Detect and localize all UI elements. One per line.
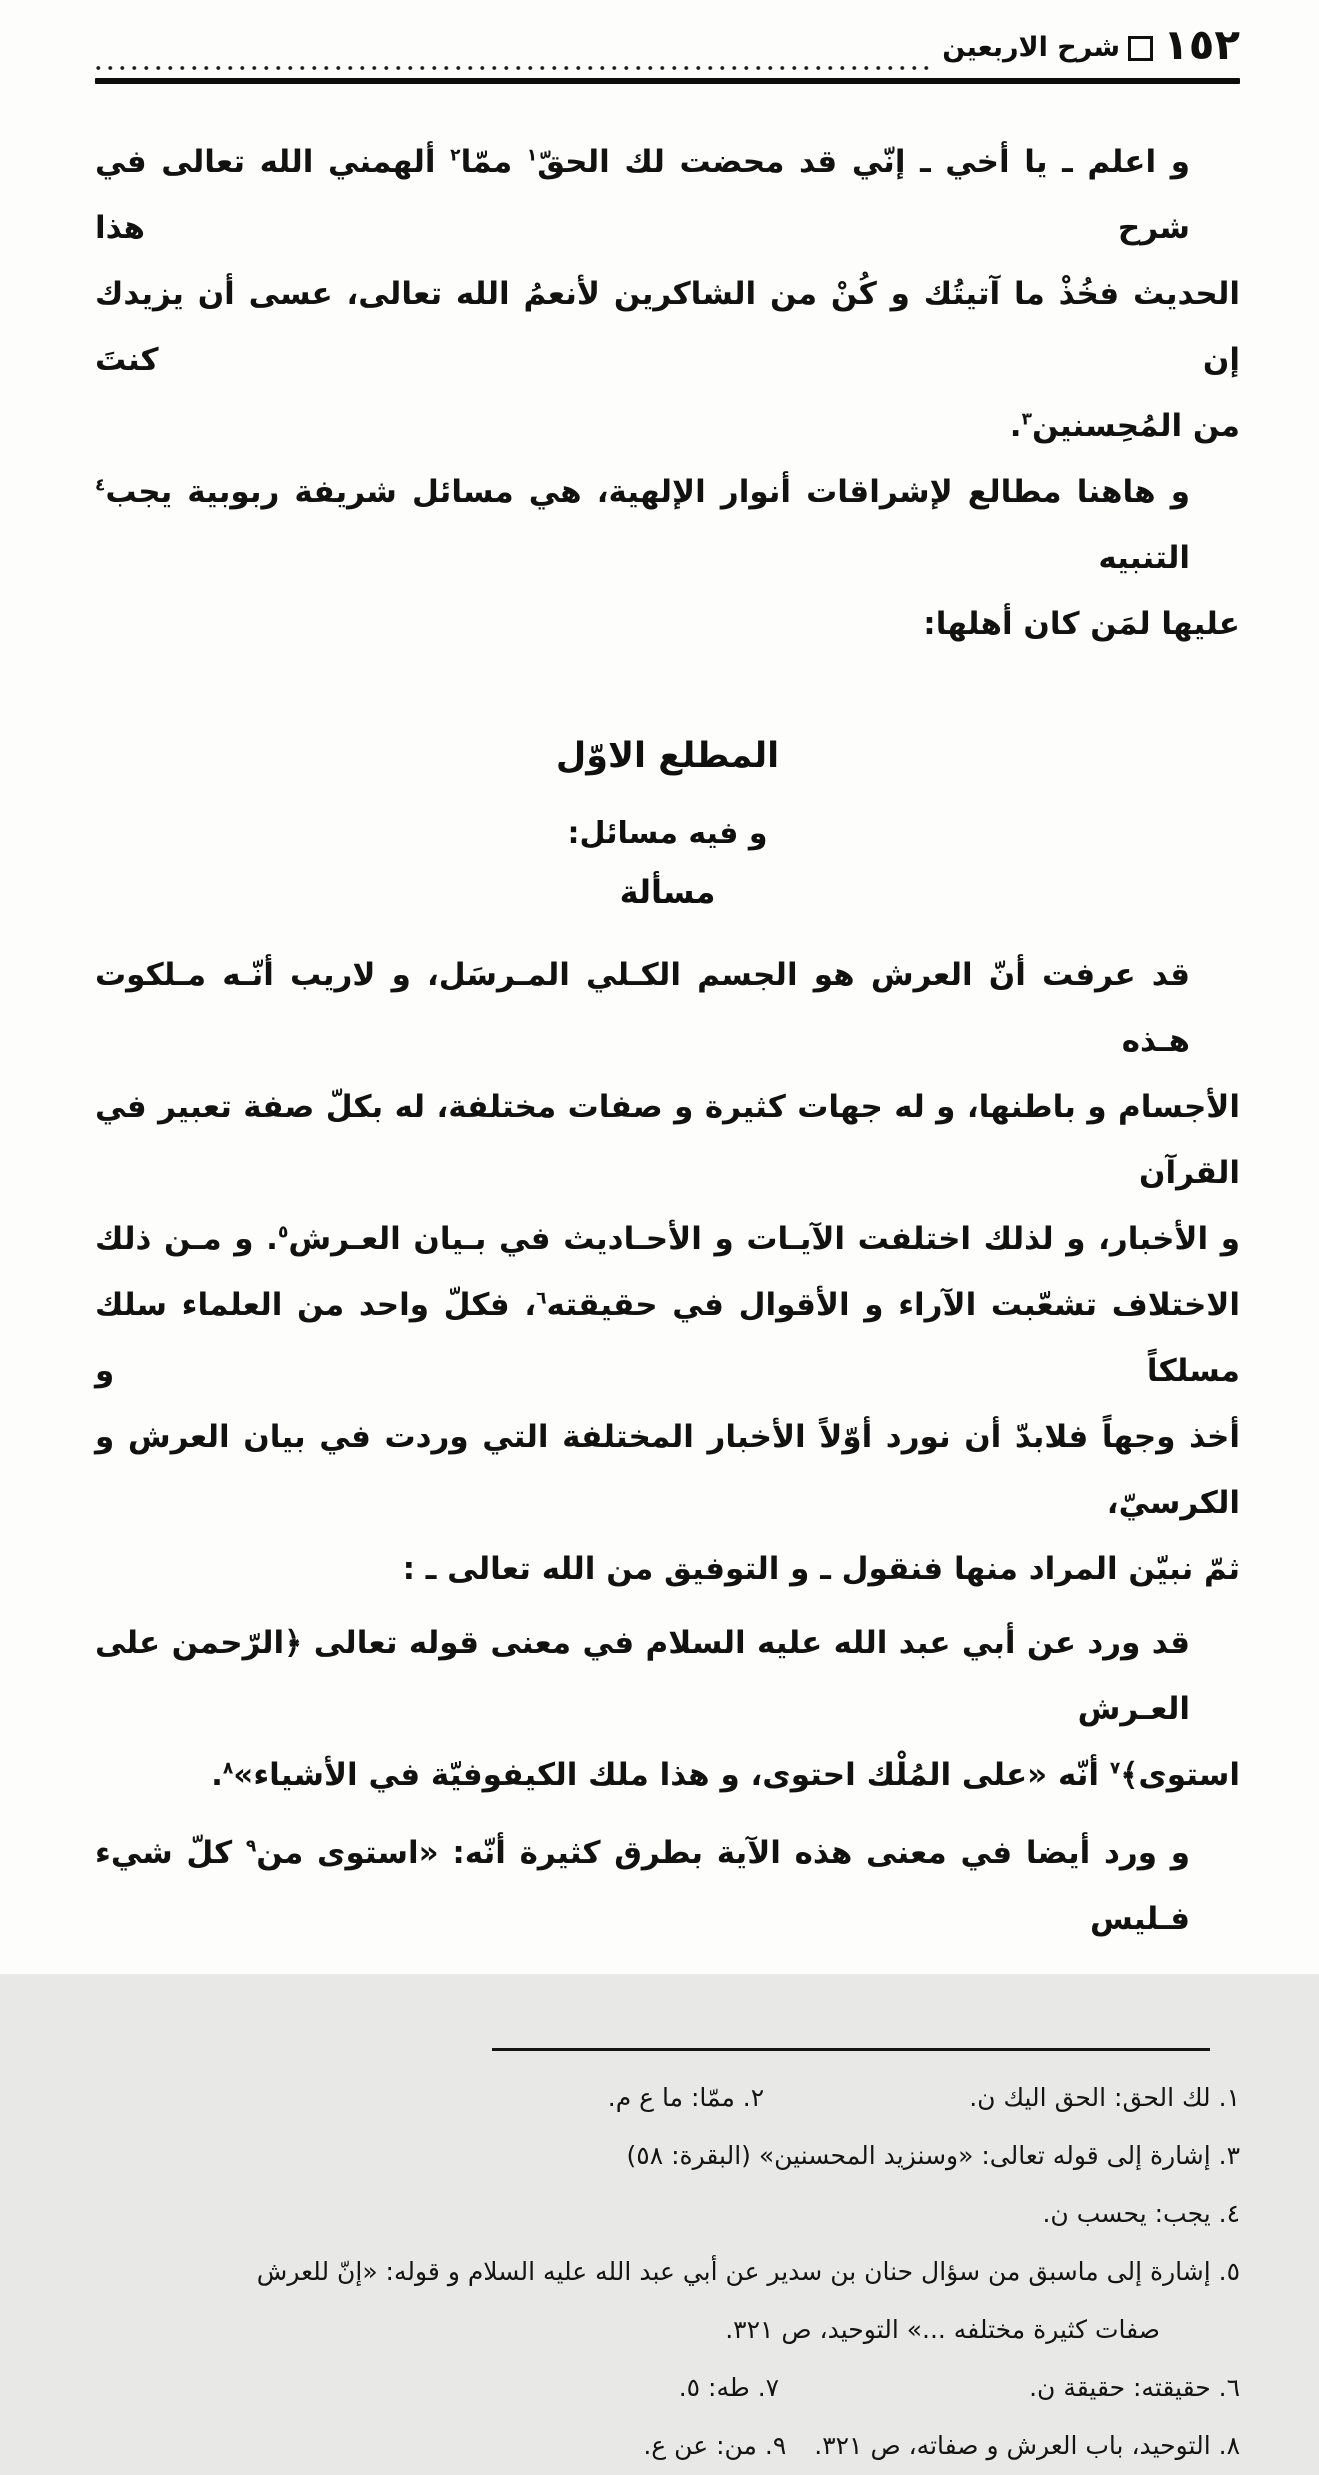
section-heading: المطلع الاوّل — [555, 736, 780, 776]
text-line: الاختلاف تشعّبت الآراء و الأقوال في حقيقته$^٦$، فكلّ واحد من العلماء سلك مسلكاً و — [95, 1287, 1240, 1389]
text-line: ثمّ نبيّن المراد منها فنقول ـ و التوفيق من الله تعالى ـ : — [402, 1551, 1240, 1587]
footnote-separator — [492, 2048, 1210, 2051]
footnote-marker: ٣ — [1021, 409, 1032, 430]
footnote-5-continued: صفات كثيرة مختلفه ...» التوحيد، ص ٣٢١. — [725, 2315, 1160, 2344]
page-number: ١٥٢ — [1163, 20, 1240, 69]
footnote-row — [95, 2185, 1240, 2243]
text-line: و ورد أيضا في معنى هذه الآية بطرق كثيرة أنّه: «استوى من$^٩$ كلّ شيء فـليس — [95, 1835, 1190, 1937]
text-line: الأجسام و باطنها، و له جهات كثيرة و صفات مختلفة، له بكلّ صفة تعبير في القرآن — [95, 1089, 1240, 1191]
footnote-row — [95, 2069, 1240, 2127]
paragraph-5 — [95, 1820, 1240, 1952]
page-header — [95, 16, 1240, 74]
footnote-marker: ١ — [526, 145, 538, 166]
footnote-marker: ٧ — [1109, 1758, 1121, 1779]
footnote-marker: ٢ — [450, 145, 461, 166]
square-icon — [1128, 36, 1153, 61]
text-line: و الأخبار، و لذلك اختلفت الآيـات و الأحـاديث في بـيان العـرش$^٥$. و مـن ذلك — [95, 1221, 1240, 1257]
footnote-2: ٢. ممّا: ما ع م. — [607, 2083, 765, 2112]
running-title: شرح الاربعين — [942, 31, 1121, 63]
text-line: استوى﴾$^٧$ أنّه «على المُلْك احتوى، و هذا ملك الكيفوفيّة في الأشياء»$^٨$. — [211, 1757, 1240, 1793]
text-line: من المُحِسنين$^٣$. — [1009, 408, 1240, 444]
footnote-row — [95, 2127, 1240, 2185]
footnotes — [95, 2069, 1240, 2475]
footnote-row — [95, 2417, 1240, 2475]
footnote-1: ١. لك الحق: الحق اليك ن. — [969, 2083, 1240, 2112]
text-line: قد ورد عن أبي عبد الله عليه السلام في معنى قوله تعالى ﴿الرّحمن على العـرش — [95, 1625, 1190, 1727]
footnote-marker: ٤ — [95, 475, 106, 496]
footnote-marker: ٥ — [277, 1222, 289, 1243]
paragraph-3 — [95, 942, 1240, 1602]
footnote-5: ٥. إشارة إلى ماسبق من سؤال حنان بن سدير عن أبي عبد الله عليه السلام و قوله: «إنّ للعرش — [256, 2257, 1240, 2286]
footnote-row — [95, 2243, 1240, 2301]
dot-leader — [95, 38, 932, 72]
text-line: الحديث فخُذْ ما آتيتُك و كُنْ من الشاكرين لأنعمُ الله تعالى، عسى أن يزيدك إن كنتَ — [95, 276, 1240, 378]
text-line: و اعلم ـ يا أخي ـ إنّي قد محضت لك الحقّ$^١$ ممّا$^٢$ ألهمني الله تعالى في شرح هذا — [95, 144, 1190, 246]
footnote-8: ٨. التوحيد، باب العرش و صفاته، ص ٣٢١. — [814, 2431, 1240, 2460]
footnote-7: ٧. طه: ٥. — [678, 2373, 780, 2402]
subsection-heading: و فيه مسائل: — [567, 816, 768, 851]
footnote-6: ٦. حقيقته: حقيقة ن. — [1029, 2373, 1240, 2402]
footnote-marker: ٩ — [245, 1836, 257, 1857]
footnote-4: ٤. يجب: يحسب ن. — [1042, 2199, 1240, 2228]
masala-heading: مسألة — [619, 873, 716, 911]
paragraph-2 — [95, 459, 1240, 657]
footnote-marker: ٨ — [222, 1758, 234, 1779]
paragraph-1 — [95, 129, 1240, 459]
text-line: أخذ وجهاً فلابدّ أن نورد أوّلاً الأخبار المختلفة التي وردت في بيان العرش و الكرسيّ، — [95, 1419, 1240, 1521]
footnote-row — [95, 2359, 1240, 2417]
header-rule — [95, 78, 1240, 84]
footnote-row — [95, 2301, 1240, 2359]
footnote-3: ٣. إشارة إلى قوله تعالى: «وسنزيد المحسنين» (البقرة: ٥٨) — [626, 2141, 1240, 2170]
page-body — [95, 129, 1240, 1952]
footnote-marker: ٦ — [536, 1288, 547, 1309]
text-line: عليها لمَن كان أهلها: — [923, 606, 1240, 642]
text-line: و هاهنا مطالع لإشراقات أنوار الإلهية، هي مسائل شريفة ربوبية يجب$^٤$ التنبيه — [95, 474, 1190, 576]
footnote-9: ٩. من: عن ع. — [643, 2431, 787, 2460]
text-line: قد عرفت أنّ العرش هو الجسم الكـلي المـرسَل، و لاريب أنّـه مـلكوت هـذه — [95, 957, 1190, 1059]
paragraph-4 — [95, 1610, 1240, 1808]
